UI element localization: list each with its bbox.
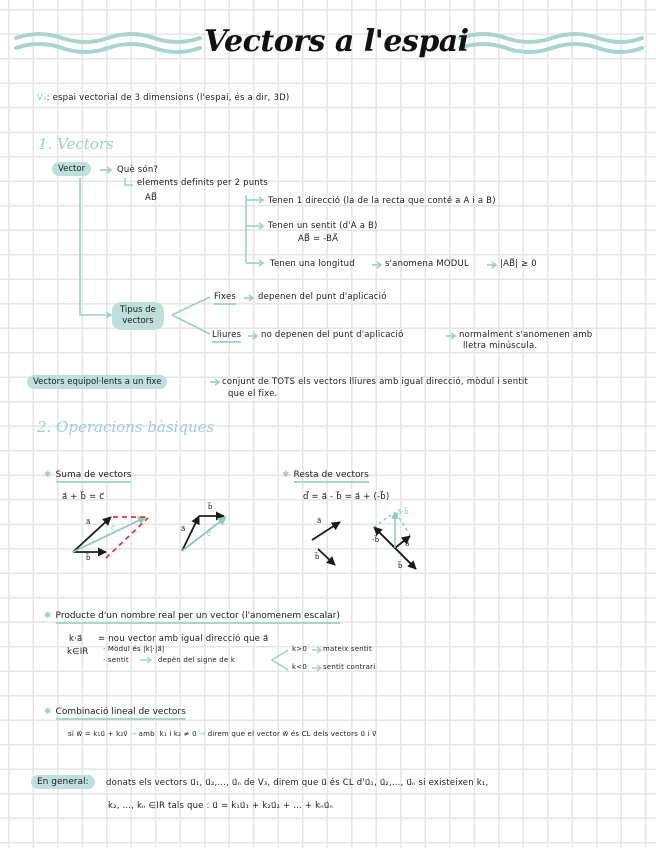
k-domain: k∈IR <box>67 647 89 657</box>
suma-tri-label-b: b⃗ <box>208 503 213 511</box>
combinacio-title-text: Combinació lineal de vectors <box>56 707 186 720</box>
suma-tri-label-a: a⃗ <box>181 525 186 533</box>
combinacio-title <box>44 707 186 717</box>
type-fixes-desc: depenen del punt d'aplicació <box>258 292 387 302</box>
type-fixes-label: Fixes <box>214 292 236 305</box>
intro-text: : espai vectorial de 3 dimensions (l'espai, és a dir, 3D) <box>46 93 290 103</box>
answer-text: elements definits per 2 punts <box>137 178 269 188</box>
suma-tri-label-c: c⃗ <box>207 530 212 538</box>
producte-title-text: Producte d'un nombre real per un vector (l'anomenem escalar) <box>56 611 340 624</box>
modul-formula: |AB⃗| ≥ 0 <box>500 259 537 269</box>
bullet-icon: ✱ <box>44 707 52 717</box>
property-sense: Tenen un sentit (d'A a B) <box>268 221 378 231</box>
suma-formula: a⃗ + b⃗ = c⃗ <box>62 492 105 502</box>
general-line1: donats els vectors u⃗₁, u⃗₂,…, u⃗ₙ de V₃, direm que u⃗ és CL d'u⃗₁, u⃗₂,…, u⃗ₙ si existeixen k₁, <box>106 778 489 788</box>
bullet-icon: ✱ <box>44 611 52 621</box>
type-lliures-desc: no depenen del punt d'aplicació <box>261 330 404 340</box>
case-negative: k<0 <box>292 663 307 671</box>
resta-label-a: a⃗ <box>317 517 322 525</box>
v3-symbol: V₃ <box>37 93 47 103</box>
page-title: Vectors a l'espai <box>204 24 469 59</box>
section-heading-vectors: 1. Vectors <box>38 135 114 153</box>
case-positive-desc: mateix sentit <box>323 645 372 653</box>
sentit-line: · sentit <box>103 656 129 664</box>
case-positive: k>0 <box>292 645 307 653</box>
equipolent-desc-line2: que el fixe. <box>228 389 278 399</box>
section-heading-operations: 2. Operacions bàsiques <box>37 418 215 436</box>
suma-label-b: b⃗ <box>86 554 91 562</box>
suma-label-a: a⃗ <box>86 518 91 526</box>
combinacio-conclusion: direm que el vector w⃗ és CL dels vectors u⃗ i v⃗ <box>207 730 377 738</box>
notation-ab: AB⃗ <box>145 193 158 203</box>
resta-formula: d⃗ = a⃗ - b⃗ = a⃗ + (-b⃗) <box>303 492 390 502</box>
bullet-icon: ✱ <box>282 470 290 480</box>
sense-formula: AB⃗ = -BA⃗ <box>298 234 339 244</box>
resta-label-neg-b: -b⃗ <box>372 536 380 544</box>
equipolent-pill: Vectors equipol·lents a un fixe <box>27 375 167 389</box>
resta-title-text: Resta de vectors <box>294 470 369 483</box>
types-pill-line2: vectors <box>122 316 154 326</box>
arrow-icon: → <box>130 730 137 738</box>
type-lliures-label: Lliures <box>212 330 241 343</box>
combinacio-formula: si w⃗ = k₁u⃗ + k₂v⃗ <box>68 730 128 738</box>
question-text: Què són? <box>117 165 159 175</box>
resta-label-a2: a⃗ <box>405 540 410 548</box>
general-line2: k₂, …, kₙ ∈IR tals que : u⃗ = k₁u⃗₁ + k₂u⃗₂ + … + kₙu⃗ₙ <box>108 801 334 811</box>
resta-label-diff: a⃗-b⃗ <box>397 508 409 516</box>
modul-label: s'anomena MODUL <box>385 259 469 269</box>
sentit-desc: depèn del signe de k <box>158 656 236 664</box>
resta-label-b: b⃗ <box>315 553 320 561</box>
combinacio-cond: k₁ i k₂ ≠ 0 <box>159 730 197 738</box>
producte-desc: = nou vector amb igual direcció que a⃗ <box>98 634 269 644</box>
bullet-icon: ✱ <box>44 470 52 480</box>
case-negative-desc: sentit contrari <box>323 663 376 671</box>
combinacio-line <box>68 730 376 738</box>
suma-title-text: Suma de vectors <box>56 470 132 483</box>
type-lliures-desc3: lletra minúscula. <box>463 341 538 351</box>
combinacio-amb: amb <box>138 730 155 738</box>
modul-line: · Mòdul és |k|·|a⃗| <box>103 645 165 653</box>
types-pill-line1: Tipus de <box>120 305 156 315</box>
property-length: Tenen una longitud <box>270 259 355 269</box>
producte-expr: k·a⃗ <box>69 634 83 644</box>
equipolent-desc-line1: conjunt de TOTS els vectors lliures amb igual direcció, mòdul i sentit <box>222 377 528 387</box>
resta-label-b2: b⃗ <box>398 562 403 570</box>
property-direction: Tenen 1 direcció (la de la recta que conté a A i a B) <box>268 196 496 206</box>
suma-label-c: c⃗ <box>111 524 116 532</box>
general-pill: En general: <box>31 775 95 789</box>
vector-pill: Vector <box>52 162 91 176</box>
type-lliures-desc2: normalment s'anomenen amb <box>459 330 593 340</box>
arrow-icon: → <box>199 730 206 738</box>
